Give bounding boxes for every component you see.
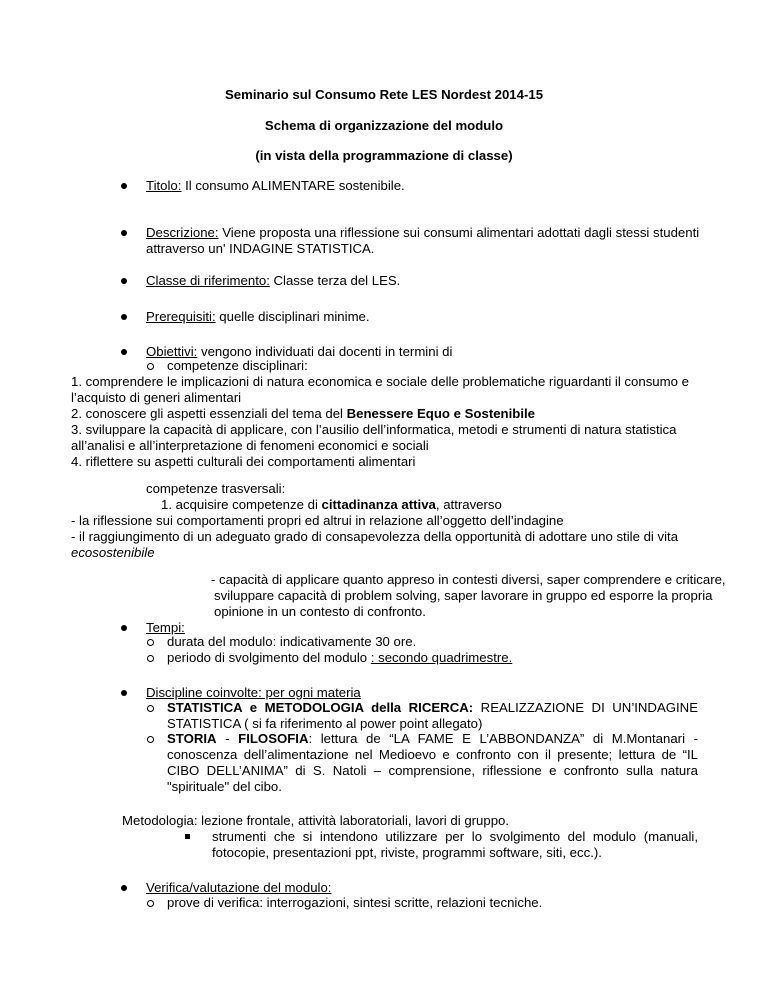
obiettivo-3: 3. sviluppare la capacità di applicare, con l’ausilio dell’informatica, metodi e strumenti di natura statistica [71,422,677,437]
prerequisiti-item [146,309,370,325]
tempi-periodo [167,650,512,666]
competenze-disciplinari: competenze disciplinari: [167,358,308,373]
discipline-storia-line3: CIBO DELL’ANIMA” di S. Natoli – comprensione, riflessione e confronto sulla natura [167,763,698,778]
circle-bullet-icon [147,363,154,370]
discipline-label: Discipline coinvolte: per ogni materia [146,685,361,700]
discipline-storia [167,731,698,747]
trasversali-line-3: ecosostenibile [71,545,155,560]
capacita-line-2: sviluppare capacità di problem solving, saper lavorare in gruppo ed esporre la propria [214,588,713,603]
cittadinanza-bold: cittadinanza attiva [321,497,436,512]
bullet-icon [121,690,127,696]
descrizione-text-line2: attraverso un' INDAGINE STATISTICA. [146,241,375,256]
competenze-trasversali-heading: competenze trasversali: [146,481,286,496]
circle-bullet-icon [147,639,154,646]
trasversali-line-1: - la riflessione sui comportamenti propri ed altrui in relazione all’oggetto dell’indagine [71,513,564,528]
bullet-icon [121,314,127,320]
document-subtitle: Schema di organizzazione del modulo [264,118,504,133]
verifica-label: Verifica/valutazione del modulo: [146,880,332,895]
storia-bold: STORIA [167,731,217,746]
storia-rest: : lettura de “LA FAME E L’ABBONDANZA” di M.Montanari - [308,731,698,746]
document-subtitle-note: (in vista della programmazione di classe) [255,148,513,163]
titolo-item [146,178,405,194]
obiettivo-3-cont: all’analisi e all’interpretazione di fenomeni economici e sociali [71,438,429,453]
classe-text: Classe terza del LES. [269,273,401,288]
obiettivo-1-cont: l’acquisto di generi alimentari [71,390,242,405]
obiettivo-2 [71,406,535,422]
bullet-icon [121,278,127,284]
bullet-icon [121,230,127,236]
prerequisiti-label: Prerequisiti: [146,309,216,324]
statistica-rest: REALIZZAZIONE DI UN’INDAGINE [473,700,698,715]
filosofia-bold: FILOSOFIA [238,731,309,746]
obiettivo-1: 1. comprendere le implicazioni di natura economica e sociale delle problematiche riguardanti il consumo e [71,374,689,389]
discipline-statistica [167,700,698,716]
capacita-line-1: - capacità di applicare quanto appreso in contesti diversi, saper comprendere e criticare, [211,572,726,587]
obiettivi-label: Obiettivi: [146,344,198,359]
classe-item [146,273,400,289]
trasversali-item-1 [161,497,502,513]
circle-bullet-icon [147,900,154,907]
circle-bullet-icon [147,655,154,662]
obiettivo-4: 4. riflettere su aspetti culturali dei comportamenti alimentari [71,454,416,469]
discipline-storia-line2: conoscenza dell’alimentazione nel Medioevo e confronto con il presente; lettura de “IL [167,747,698,762]
discipline-storia-line4: "spirituale" del cibo. [167,779,282,794]
trasversali-item-1-post: , attraverso [435,497,502,512]
bullet-icon [121,349,127,355]
tempi-label: Tempi: [146,620,185,635]
bullet-icon [121,183,127,189]
statistica-bold: STATISTICA e METODOLOGIA della RICERCA: [167,700,474,715]
obiettivo-2-text: 2. conoscere gli aspetti essenziali del tema del [71,406,347,421]
prerequisiti-text: quelle disciplinari minime. [215,309,370,324]
descrizione-text: Viene proposta una riflessione sui consumi alimentari adottati dagli stessi studenti [218,225,700,240]
bullet-icon [121,625,127,631]
obiettivi-text: vengono individuati dai docenti in termini di [197,344,453,359]
strumenti-line-1: strumenti che si intendono utilizzare per lo svolgimento del modulo (manuali, [212,829,698,844]
classe-label: Classe di riferimento: [146,273,270,288]
titolo-text: Il consumo ALIMENTARE sostenibile. [181,178,405,193]
benessere-bold: Benessere Equo e Sostenibile [346,406,535,421]
titolo-label: Titolo: [146,178,182,193]
bullet-icon [121,885,127,891]
tempi-durata: durata del modulo: indicativamente 30 ore. [167,634,417,649]
discipline-statistica-line2: STATISTICA ( si fa riferimento al power point allegato) [167,716,483,731]
metodologia-text: Metodologia: lezione frontale, attività laboratoriali, lavori di gruppo. [122,813,510,828]
verifica-prove: prove di verifica: interrogazioni, sintesi scritte, relazioni tecniche. [167,895,543,910]
strumenti-line-2: fotocopie, presentazioni ppt, riviste, programmi software, siti, ecc.). [212,845,602,860]
descrizione-item [146,225,699,241]
storia-sep: - [216,731,239,746]
trasversali-line-2: - il raggiungimento di un adeguato grado di consapevolezza della opportunità di adottare uno stile di vita [71,529,679,544]
tempi-periodo-value: : secondo quadrimestre. [370,650,513,665]
tempi-periodo-text: periodo di svolgimento del modulo [167,650,371,665]
descrizione-label: Descrizione: [146,225,219,240]
circle-bullet-icon [147,705,154,712]
document-title: Seminario sul Consumo Rete LES Nordest 2014-15 [224,87,544,102]
capacita-line-3: opinione in un contesto di confronto. [214,604,426,619]
square-bullet-icon [185,834,190,839]
trasversali-item-1-pre: 1. acquisire competenze di [161,497,322,512]
circle-bullet-icon [147,736,154,743]
